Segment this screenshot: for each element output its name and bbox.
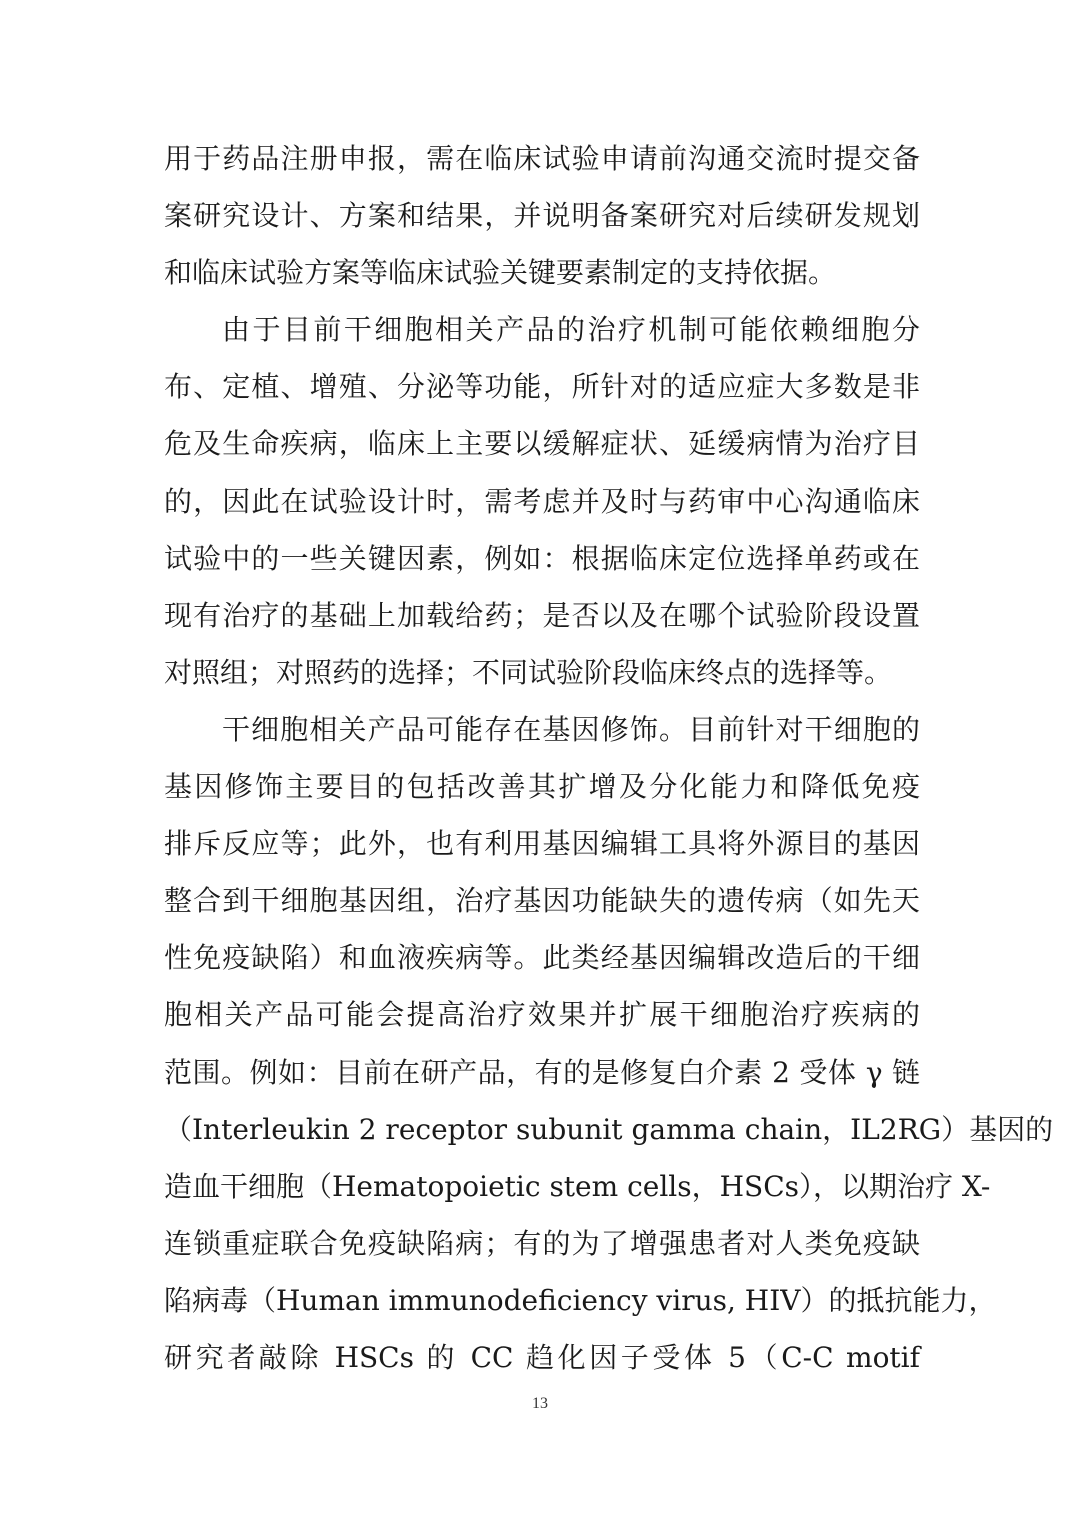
text-line: 排斥反应等；此外，也有利用基因编辑工具将外源目的基因 — [164, 827, 920, 861]
text-line: 由于目前干细胞相关产品的治疗机制可能依赖细胞分 — [222, 313, 920, 347]
text-line: 危及生命疾病，临床上主要以缓解症状、延缓病情为治疗目 — [164, 427, 920, 461]
text-line: 连锁重症联合免疫缺陷病；有的为了增强患者对人类免疫缺 — [164, 1226, 920, 1260]
text-line: 和临床试验方案等临床试验关键要素制定的支持依据。 — [164, 256, 837, 290]
text-line: 性免疫缺陷）和血液疾病等。此类经基因编辑改造后的干细 — [164, 941, 920, 975]
text-line: 研究者敲除 HSCs 的 CC 趋化因子受体 5（C-C motif — [164, 1340, 920, 1374]
text-line: 现有治疗的基础上加载给药；是否以及在哪个试验阶段设置 — [164, 598, 920, 632]
text-line: 的，因此在试验设计时，需考虑并及时与药审中心沟通临床 — [164, 484, 920, 518]
text-line: 胞相关产品可能会提高治疗效果并扩展干细胞治疗疾病的 — [164, 998, 920, 1032]
text-line: 用于药品注册申报，需在临床试验申请前沟通交流时提交备 — [164, 142, 920, 175]
text-line: 整合到干细胞基因组，治疗基因功能缺失的遗传病（如先天 — [164, 884, 920, 918]
text-line: 干细胞相关产品可能存在基因修饰。目前针对干细胞的 — [222, 712, 920, 746]
text-line: 案研究设计、方案和结果，并说明备案研究对后续研发规划 — [164, 199, 920, 233]
text-line: 造血干细胞（Hematopoietic stem cells，HSCs），以期治疗 X- — [164, 1169, 991, 1203]
page-number: 13 — [532, 1395, 548, 1412]
text-line: 布、定植、增殖、分泌等功能，所针对的适应症大多数是非 — [164, 370, 920, 404]
text-line: 陷病毒（Human immunodeficiency virus, HIV）的抵抗能力， — [164, 1283, 997, 1317]
text-line: 基因修饰主要目的包括改善其扩增及分化能力和降低免疫 — [164, 770, 920, 804]
body-text — [164, 130, 1054, 1386]
text-line: （Interleukin 2 receptor subunit gamma chain，IL2RG）基因的 — [164, 1112, 1054, 1146]
text-line: 范围。例如：目前在研产品，有的是修复白介素 2 受体 γ 链 — [164, 1055, 920, 1089]
text-line: 试验中的一些关键因素，例如：根据临床定位选择单药或在 — [164, 541, 920, 575]
text-line: 对照组；对照药的选择；不同试验阶段临床终点的选择等。 — [164, 655, 893, 689]
